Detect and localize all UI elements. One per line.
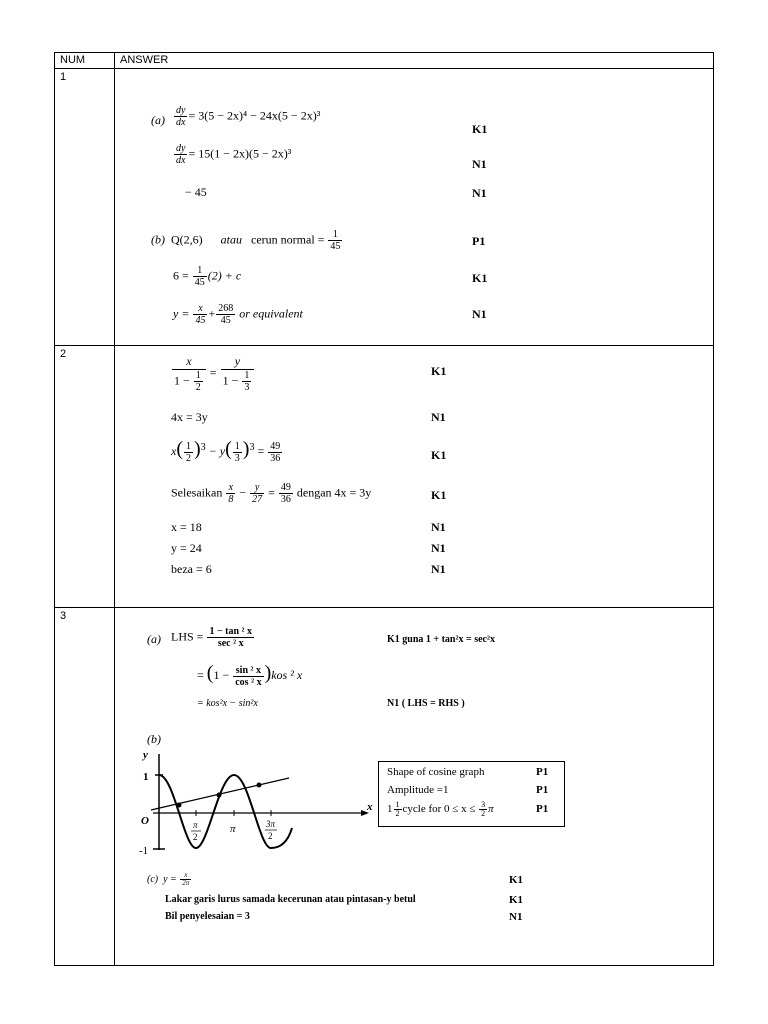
q3-lhs: LHS = $\frac{\text{1 − tan ² x}}{\text{sec ² x}}$ xyxy=(171,626,253,649)
col-answer-header: ANSWER xyxy=(115,53,714,69)
question-row-3 xyxy=(55,608,714,966)
q3-part-c-line-1: (c) y = $\frac{x}{2\pi}$ xyxy=(147,871,190,887)
graph-tick-pi: π xyxy=(230,823,236,835)
q3-part-c-line-2: Lakar garis lurus samada kecerunan atau pintasan-y betul xyxy=(165,894,416,905)
marking-scheme-table xyxy=(54,52,714,966)
mark: K1 xyxy=(431,448,447,462)
header-row xyxy=(55,53,714,69)
answer-cell-3 xyxy=(115,608,714,966)
mark: K1 xyxy=(509,894,524,906)
mark: P1 xyxy=(536,784,549,796)
graph-x-label: x xyxy=(367,801,373,813)
graph-origin: O xyxy=(141,815,149,827)
part-label-a: (a) xyxy=(151,113,165,127)
graph-tick-three-half-pi-bottom: 2 xyxy=(268,831,273,841)
q2-line-2: 4x = 3y xyxy=(171,410,208,424)
graph-tick-three-half-pi-top: 3π xyxy=(266,819,276,829)
mark: N1 xyxy=(472,157,487,171)
k1-note: K1 guna 1 + tan²x = sec²x xyxy=(387,634,495,645)
graph-y-tick-minus-1: -1 xyxy=(139,845,149,857)
q1-part-b-line-3: y = $\frac{x}{45}$ + $\frac{268}{45}$ or equivalent xyxy=(173,303,303,326)
criteria-row-2: Amplitude =1 xyxy=(387,784,449,796)
question-row-1 xyxy=(55,69,714,346)
part-label-b: (b) xyxy=(147,732,161,746)
q1-part-b-line-1: (b) Q(2,6) atau cerun normal = $\frac{1}{45}$ xyxy=(151,229,341,252)
q2-line-y: y = 24 xyxy=(171,541,202,555)
intersection-point xyxy=(217,793,222,798)
mark: K1 xyxy=(431,364,447,378)
q2-solve-line: Selesaikan $\frac{x}{8}$ − $\frac{y}{27}$ = $\frac{49}{36}$ dengan 4x = 3y xyxy=(171,482,372,505)
dy-dx-fraction: $\frac{dy}{dx}$ xyxy=(176,105,186,128)
intersection-point xyxy=(177,803,182,808)
question-number: 1 xyxy=(55,69,115,346)
q3-line-3: = kos²x − sin²x xyxy=(197,698,258,709)
q1-derivative-line-2: $\frac{dy}{dx}$ = 15(1 − 2x)(5 − 2x)³ xyxy=(176,143,292,166)
q3-part-c-line-3: Bil penyelesaian = 3 xyxy=(165,911,250,922)
mark: P1 xyxy=(536,803,549,815)
mark: N1 xyxy=(431,520,446,534)
question-number: 2 xyxy=(55,346,115,608)
mark: N1 xyxy=(431,410,446,424)
dy-dx-fraction: $\frac{dy}{dx}$ xyxy=(176,143,186,166)
answer-cell-1 xyxy=(115,69,714,346)
intersection-point xyxy=(257,783,262,788)
mark: K1 xyxy=(472,271,488,285)
graph-y-tick-1: 1 xyxy=(143,771,149,783)
graph-y-label: y xyxy=(143,749,148,761)
question-row-2 xyxy=(55,346,714,608)
normal-gradient-fraction: $\frac{1}{45}$ xyxy=(330,229,341,252)
mark: N1 xyxy=(472,186,487,200)
mark: N1 xyxy=(431,562,446,576)
criteria-row-1: Shape of cosine graph xyxy=(387,766,485,778)
mark: P1 xyxy=(472,234,486,248)
mark: K1 xyxy=(509,874,524,886)
criteria-box xyxy=(378,761,565,827)
q1-gradient-value: − 45 xyxy=(185,185,207,199)
mark: N1 xyxy=(431,541,446,555)
q3-line-2: = (1 − $\frac{\text{sin ² x}}{\text{cos ² x}}$ )kos ² x xyxy=(197,662,303,688)
answer-cell-2 xyxy=(115,346,714,608)
graph-tick-half-pi-top: π xyxy=(193,820,198,830)
q1-part-b-line-2: 6 = $\frac{1}{45}$ (2) + c xyxy=(173,265,242,288)
mark: N1 xyxy=(472,307,487,321)
q1-derivative-line-1: $\frac{dy}{dx}$ = 3(5 − 2x)⁴ − 24x(5 − 2x)³ xyxy=(176,105,321,128)
mark: K1 xyxy=(431,488,447,502)
graph-tick-half-pi-bottom: 2 xyxy=(193,832,198,842)
q2-ratio-equation: x 1 − $\frac{1}{2}$ = y 1 − $\frac{1}{3}$ xyxy=(171,354,255,393)
part-label-a: (a) xyxy=(147,632,161,646)
q2-line-beza: beza = 6 xyxy=(171,562,212,576)
q2-sum-equation: x( $\frac{1}{2}$ )$^3$ − y( $\frac{1}{3}$ )$^3$ = $\frac{49}{36}$ xyxy=(171,438,281,464)
criteria-row-3: 1 $\frac{1}{2}$ cycle for 0 ≤ x ≤ $\frac{3}{2}$ π xyxy=(387,800,494,818)
mark: K1 xyxy=(472,122,488,136)
col-num-header: NUM xyxy=(55,53,115,69)
mark: P1 xyxy=(536,766,549,778)
cosine-graph xyxy=(139,748,379,858)
mark: N1 xyxy=(509,911,523,923)
question-number: 3 xyxy=(55,608,115,966)
n1-note: N1 ( LHS = RHS ) xyxy=(387,698,465,709)
q2-line-x: x = 18 xyxy=(171,520,202,534)
